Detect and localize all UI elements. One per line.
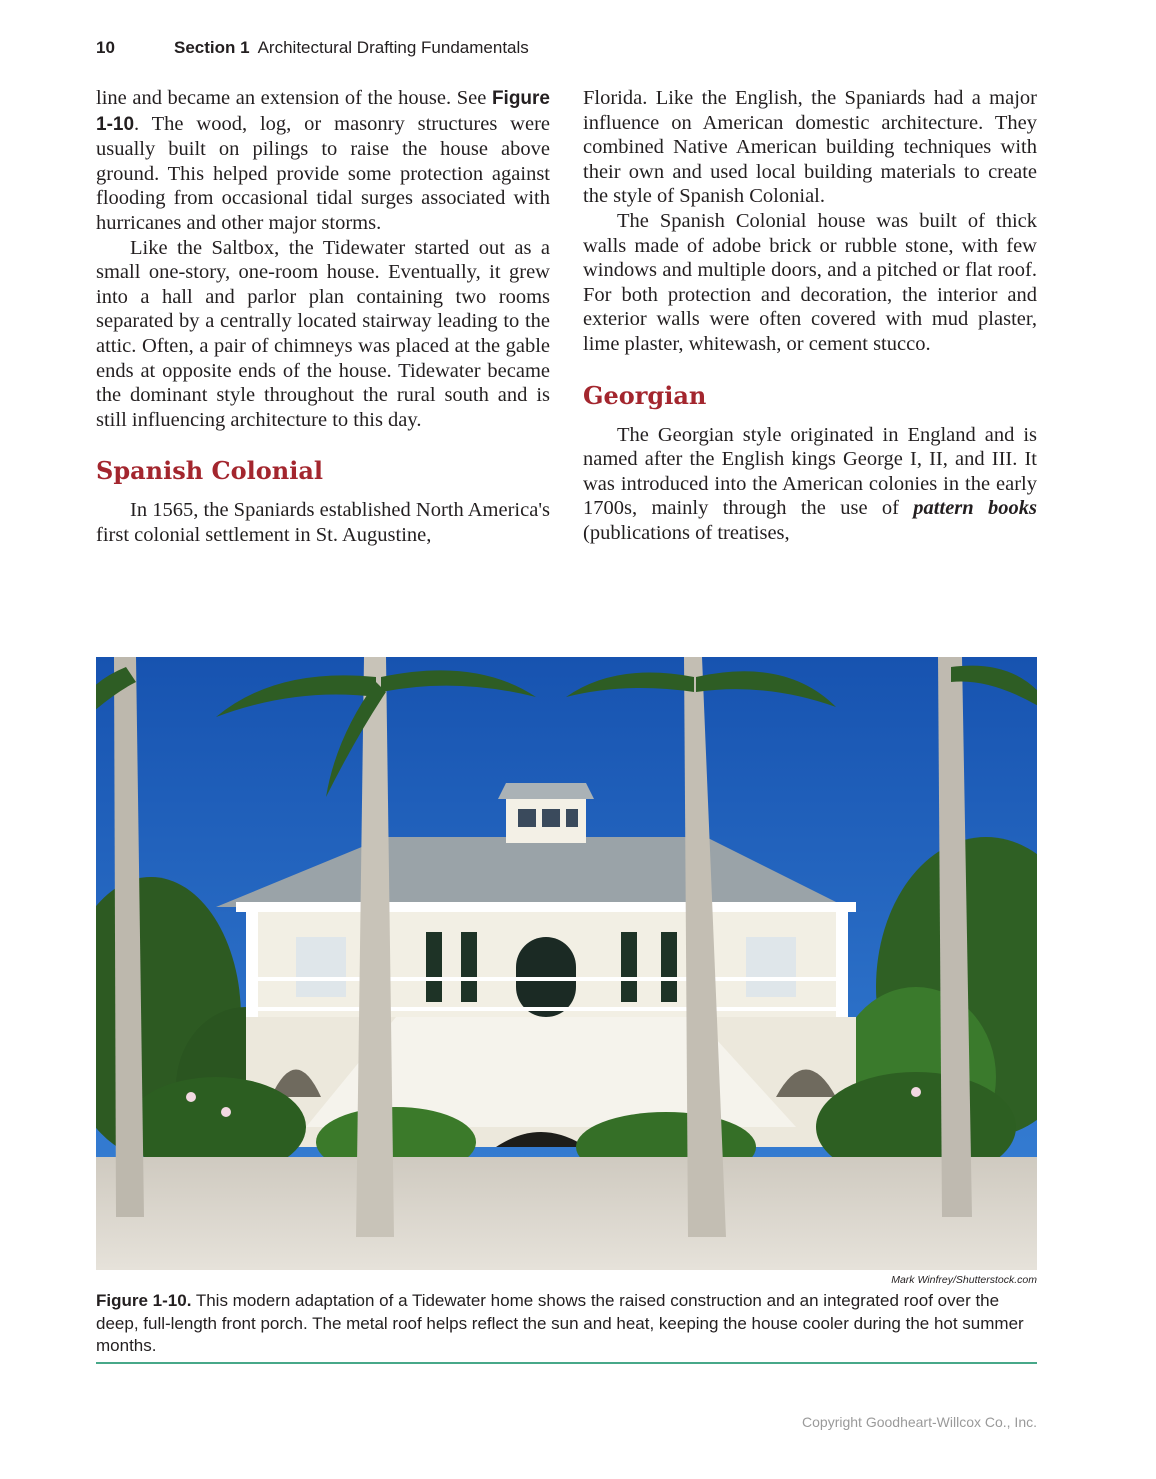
heading-georgian: Georgian	[583, 380, 707, 410]
right-paragraph-3	[583, 423, 1037, 546]
left-p1-text-a: line and became an extension of the house. See	[96, 87, 492, 109]
running-header	[96, 38, 529, 60]
copyright-notice: Copyright Goodheart-Willcox Co., Inc.	[802, 1414, 1037, 1430]
right-paragraph-2: The Spanish Colonial house was built of thick walls made of adobe brick or rubble stone, with few windows and multiple doors, and a pitched or flat roof. For both protection and decoration, the interior and exterior walls were often covered with mud plaster, lime plaster, whitewash, or cement stucco.	[583, 209, 1037, 355]
figure-reference-link[interactable]: Figure 1-10	[96, 88, 550, 135]
caption-text: This modern adaptation of a Tidewater home shows the raised construction and an integrated roof over the deep, full-length front porch. The metal roof helps reflect the sun and heat, keeping the house cooler during the hot summer months.	[96, 1291, 1024, 1355]
photo-credit: Mark Winfrey/Shutterstock.com	[891, 1274, 1037, 1286]
left-column	[96, 86, 550, 548]
gravel-driveway	[96, 1157, 1037, 1270]
house-photo-illustration	[96, 657, 1037, 1270]
left-paragraph-2: Like the Saltbox, the Tidewater started out as a small one-story, one-room house. Eventually, it grew into a hall and parlor plan containing two rooms separated by a centrally located stairway leading to the attic. Often, a pair of chimneys was placed at the gable ends at opposite ends of the house. Tidewater became the dominant style throughout the rural south and is still influencing architecture to this day.	[96, 236, 550, 431]
heading-spanish-colonial: Spanish Colonial	[96, 456, 324, 486]
figure-photo	[96, 657, 1037, 1270]
page-number: 10	[96, 38, 115, 57]
left-p1-text-b: . The wood, log, or masonry structures were usually built on pilings to raise the house above ground. This helped provide some protection against flooding from occasional tidal surges associated with hurricanes and other major storms.	[96, 112, 550, 234]
left-paragraph-3: In 1565, the Spaniards established North America's first colonial settlement in St. Augustine,	[96, 499, 550, 546]
right-p3-text-b: (publications of treatises,	[583, 521, 790, 544]
caption-divider	[96, 1362, 1037, 1364]
right-paragraph-1: Florida. Like the English, the Spaniards had a major influence on American domestic architecture. They combined Native American building techniques with their own and used local building materials to create the style of Spanish Colonial.	[583, 87, 1037, 208]
section-label: Section 1	[174, 38, 250, 57]
left-paragraph-1	[96, 86, 550, 236]
key-term-pattern-books: pattern books	[913, 497, 1037, 520]
caption-label: Figure 1-10.	[96, 1291, 192, 1310]
right-p3-text-a: The Georgian style originated in England and is named after the English kings George I, II, and III. It was introduced into the American colonies in the early 1700s, mainly through the use of	[583, 423, 1037, 520]
section-title: Architectural Drafting Fundamentals	[257, 38, 529, 57]
figure-caption	[96, 1290, 1037, 1358]
right-column	[583, 86, 1037, 546]
